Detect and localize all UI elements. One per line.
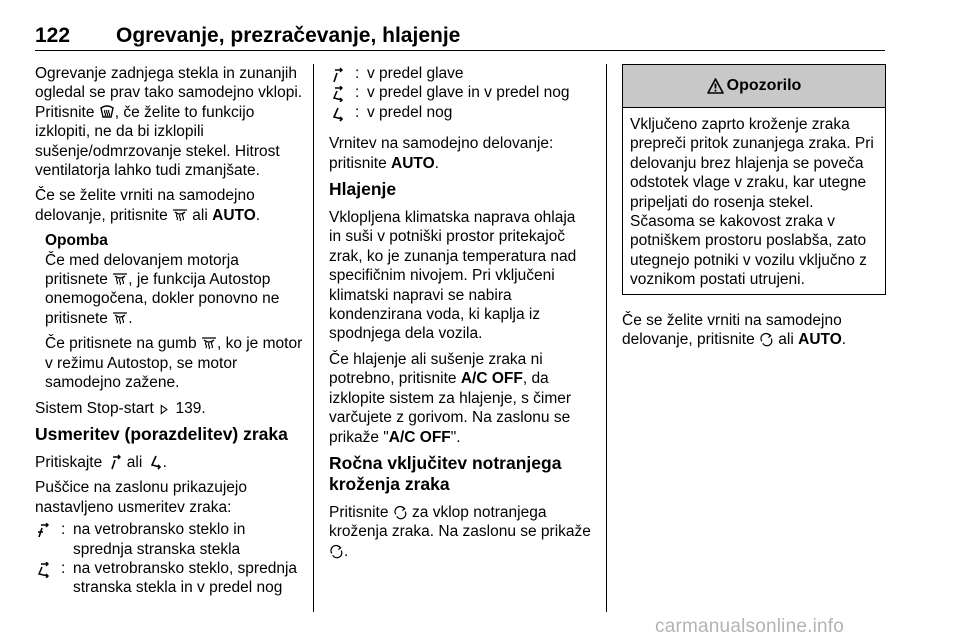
column-middle — [329, 64, 591, 567]
note-title: Opomba — [45, 232, 108, 250]
page-header — [35, 26, 885, 51]
paragraph: Vrnitev na samodejno delovanje: pritisnite AUTO. — [329, 135, 554, 172]
air-up-arrow-icon — [107, 454, 123, 470]
windscreen-defrost-icon — [201, 335, 217, 351]
paragraph: Če hlajenje ali sušenje zraka ni potrebno, pritisnite A/C OFF, da izklopite sistem za hlajenje, s čimer varčujete z gorivom. Na zaslonu se prikaže "A/C OFF". — [329, 350, 572, 446]
watermark: carmanualsonline.info — [655, 616, 845, 637]
column-divider — [606, 64, 607, 612]
warning-text: Vključeno zaprto kroženje zraka prepreči pritok zunanjega zraka. Pri delovanju brez hlajenja se poveča odstotek vlage v zraku, kar utegne pripeljati do rosenja stekel. Sčasoma se kakovost zraka v potniškem prostoru poslabša, zato utegnejo potniki v vozilu vključno z voznikom postati utrujeni. — [630, 116, 874, 289]
warning-box — [622, 64, 886, 295]
paragraph: Pritiskajte ali . — [35, 453, 167, 471]
column-right — [622, 64, 886, 355]
recirculation-icon — [329, 544, 344, 559]
warning-triangle-icon — [707, 78, 724, 94]
paragraph: Če pritisnete na gumb , ko je motor v režimu Autostop, se motor samodejno zažene. — [45, 335, 303, 392]
page-title: Ogrevanje, prezračevanje, hlajenje — [116, 24, 461, 47]
list-item: : v predel glave in v predel nog — [329, 83, 591, 102]
paragraph: Ogrevanje zadnjega stekla in zunanjih ogledal se prav tako samodejno vklopi. Pritisnite , če želite to funkcijo izklopiti, ne da bi izklopili sušenje/odmrzovanje stekel. Hitrost ventilatorja lahko tudi zmanjšate. — [35, 65, 303, 180]
windscreen-defrost-icon — [172, 207, 188, 223]
paragraph: Če se želite vrniti na samodejno delovanje, pritisnite ali AUTO. — [35, 187, 261, 224]
section-heading: Ročna vključitev notranjega kroženja zraka — [329, 452, 562, 494]
paragraph: Pritisnite za vklop notranjega kroženja zraka. Na zaslonu se prikaže . — [329, 503, 591, 560]
head-feet-airflow-icon — [329, 86, 345, 102]
paragraph: Vklopljena klimatska naprava ohlaja in suši v potniški prostor pritekajoč zrak, ko je zunanja temperatura nad specifičnim nivojem. Pri vključeni klimatski napravi se nabira kondenzirana voda, ki kaplja iz spodnjega dela vozila. — [329, 209, 577, 343]
rear-window-heating-icon — [99, 104, 115, 120]
head-airflow-icon — [329, 67, 345, 83]
list-item: : v predel nog — [329, 103, 591, 122]
list-item: : v predel glave — [329, 64, 591, 83]
windscreen-defrost-icon — [112, 271, 128, 287]
warning-title: Opozorilo — [726, 77, 802, 95]
recirculation-icon — [393, 505, 408, 520]
list-item: : na vetrobransko steklo in sprednja stranska stekla — [35, 520, 303, 559]
page-reference-icon — [158, 403, 171, 416]
column-divider — [313, 64, 314, 612]
list-item: : na vetrobransko steklo, sprednja stranska stekla in v predel nog — [35, 559, 303, 598]
page-number: 122 — [35, 24, 71, 47]
windscreen-defrost-icon — [112, 310, 128, 326]
feet-airflow-icon — [329, 106, 345, 122]
paragraph: Puščice na zaslonu prikazujejo nastavljeno usmeritev zraka: — [35, 479, 247, 516]
paragraph: Če se želite vrniti na samodejno delovanje, pritisnite ali AUTO. — [622, 311, 847, 349]
recirculation-icon — [759, 332, 774, 347]
section-heading: Hlajenje — [329, 179, 397, 200]
windscreen-airflow-icon — [35, 523, 51, 539]
section-heading: Usmeritev (porazdelitev) zraka — [35, 423, 288, 444]
windscreen-feet-airflow-icon — [35, 562, 51, 578]
paragraph: Če med delovanjem motorja pritisnete , je funkcija Autostop onemogočena, dokler ponovno ne pritisnete . — [45, 251, 280, 327]
note-block — [35, 231, 303, 392]
warning-header — [623, 65, 885, 108]
air-down-arrow-icon — [147, 454, 163, 470]
cross-reference: Sistem Stop-start 139. — [35, 399, 206, 417]
column-left — [35, 64, 303, 598]
